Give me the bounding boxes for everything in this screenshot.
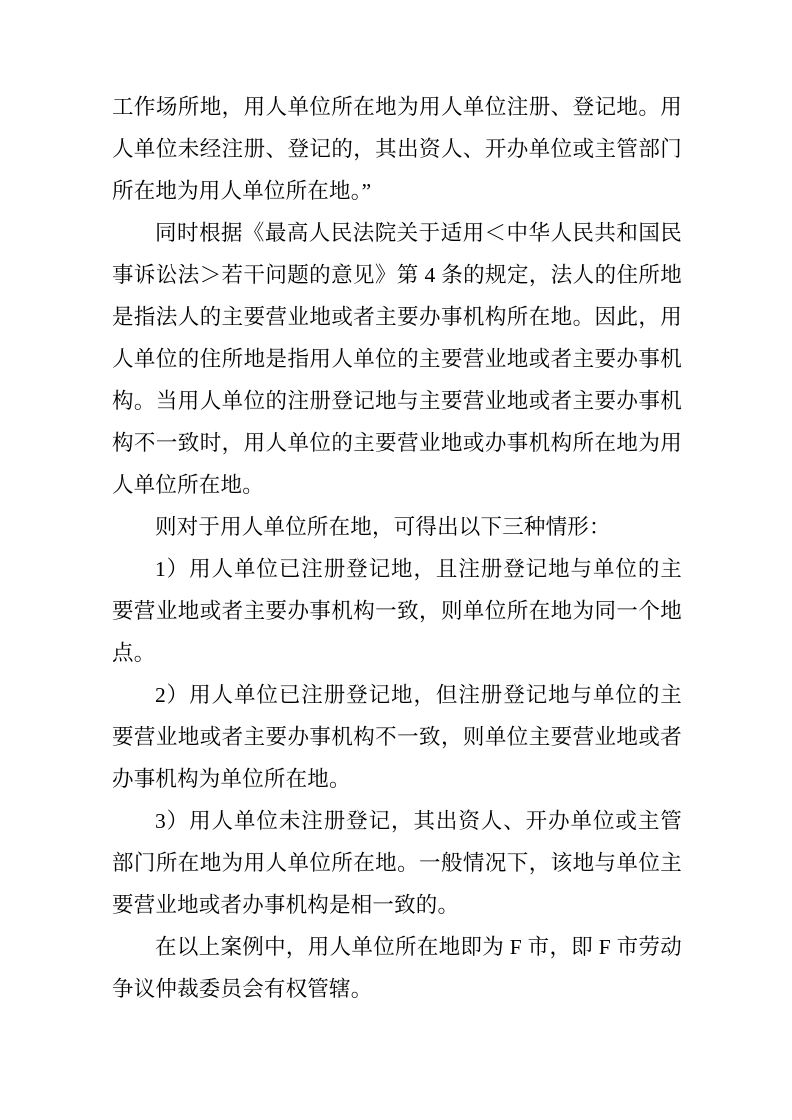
paragraph: 在以上案例中，用人单位所在地即为 F 市，即 F 市劳动争议仲裁委员会有权管辖。 — [112, 935, 682, 1001]
paragraph: 1）用人单位已注册登记地，且注册登记地与单位的主要营业地或者主要办事机构一致，则单位所在地为同一个地点。 — [112, 557, 682, 665]
document-body — [112, 86, 682, 1010]
paragraph: 工作场所地，用人单位所在地为用人单位注册、登记地。用人单位未经注册、登记的，其出资人、开办单位或主管部门所在地为用人单位所在地。” — [112, 95, 682, 203]
paragraph: 同时根据《最高人民法院关于适用＜中华人民共和国民事诉讼法＞若干问题的意见》第 4 条的规定，法人的住所地是指法人的主要营业地或者主要办事机构所在地。因此，用人单位的住所地是指用人单位的主要营业地或者主要办事机构。当用人单位的注册登记地与主要营业地或者主要办事机构不一致时，用人单位的主要营业地或办事机构所在地为用人单位所在地。 — [112, 221, 682, 497]
paragraph: 3）用人单位未注册登记，其出资人、开办单位或主管部门所在地为用人单位所在地。一般情况下，该地与单位主要营业地或者办事机构是相一致的。 — [112, 809, 682, 917]
paragraph: 则对于用人单位所在地，可得出以下三种情形： — [155, 515, 611, 539]
paragraph: 2）用人单位已注册登记地，但注册登记地与单位的主要营业地或者主要办事机构不一致，则单位主要营业地或者办事机构为单位所在地。 — [112, 683, 682, 791]
